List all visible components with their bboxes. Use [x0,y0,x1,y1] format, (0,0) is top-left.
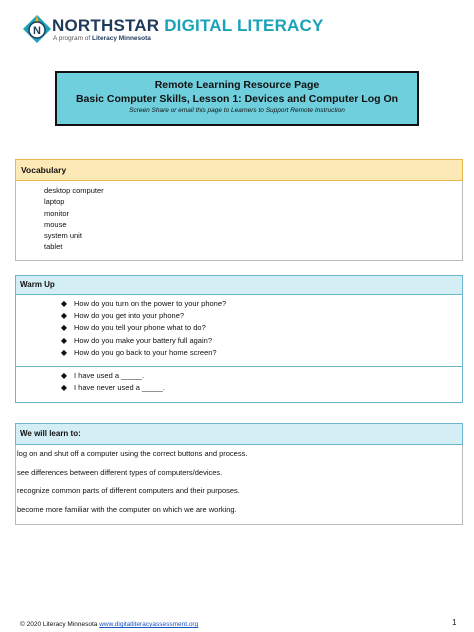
brand-name [52,16,324,36]
list-item [60,370,165,382]
vocab-item: system unit [44,231,82,241]
page-number: 1 [452,618,457,627]
title-box [55,71,419,126]
instruction-note: Screen Share or email this page to Learners to Support Remote Instruction [129,107,345,114]
diamond-bullet-icon: ◆ [60,311,68,321]
warm-up-statements [60,370,165,394]
learn-item: see differences between different types of computers/devices. [17,467,223,477]
list-item [60,298,226,310]
diamond-bullet-icon: ◆ [60,347,68,357]
statement-text: I have used a _____. [74,371,145,380]
tagline-org: Literacy Minnesota [92,35,151,42]
vocab-item: desktop computer [44,186,104,195]
vocab-item: mouse [44,219,67,229]
lesson-title: Basic Computer Skills, Lesson 1: Devices and Computer Log On [75,93,399,105]
learn-header [15,423,463,445]
vocab-item: monitor [44,208,70,218]
diamond-bullet-icon: ◆ [60,371,68,380]
question-text: How do you go back to your home screen? [74,347,217,357]
list-item [60,382,165,394]
vocab-item: laptop [44,197,65,207]
learn-item: become more familiar with the computer on which we are working. [17,504,237,514]
diamond-bullet-icon: ◆ [60,299,68,308]
question-text: How do you get into your phone? [74,311,185,321]
logo-letter: N [33,25,41,37]
diamond-bullet-icon: ◆ [60,335,68,345]
list-item [60,322,226,334]
warm-up-divider [15,366,463,367]
learn-item: log on and shut off a computer using the correct buttons and process. [17,449,248,458]
diamond-bullet-icon: ◆ [60,323,68,333]
question-text: How do you make your battery full again? [74,335,212,345]
vocabulary-header [15,159,463,181]
footer [20,621,198,628]
northstar-compass-icon [22,14,52,44]
list-item [60,335,226,347]
vocabulary-heading: Vocabulary [21,165,67,175]
page-title: Remote Learning Resource Page [154,79,320,91]
list-item [60,347,226,359]
warm-up-questions [60,298,226,359]
warm-up-header [15,275,463,295]
copyright-text: © 2020 Literacy Minnesota [20,621,98,628]
tagline-prefix: A program of [53,35,91,42]
statement-text: I have never used a _____. [74,383,165,393]
question-text: How do you tell your phone what to do? [74,323,206,333]
brand-northstar: NORTHSTAR [52,16,160,35]
list-item [60,310,226,322]
brand-digital-literacy: DIGITAL LITERACY [164,16,324,35]
vocabulary-box [15,181,463,261]
learn-list [17,447,247,521]
vocab-item: tablet [44,242,63,252]
vocabulary-list [44,185,104,253]
question-text: How do you turn on the power to your phone? [74,299,227,308]
northstar-logo [22,14,322,48]
learn-heading: We will learn to: [20,429,81,438]
diamond-bullet-icon: ◆ [60,383,68,393]
learn-item: recognize common parts of different computers and their purposes. [17,486,240,496]
website-link[interactable]: www.digitalliteracyassessment.org [99,621,199,628]
brand-tagline [53,35,151,42]
warm-up-heading: Warm Up [20,280,55,289]
